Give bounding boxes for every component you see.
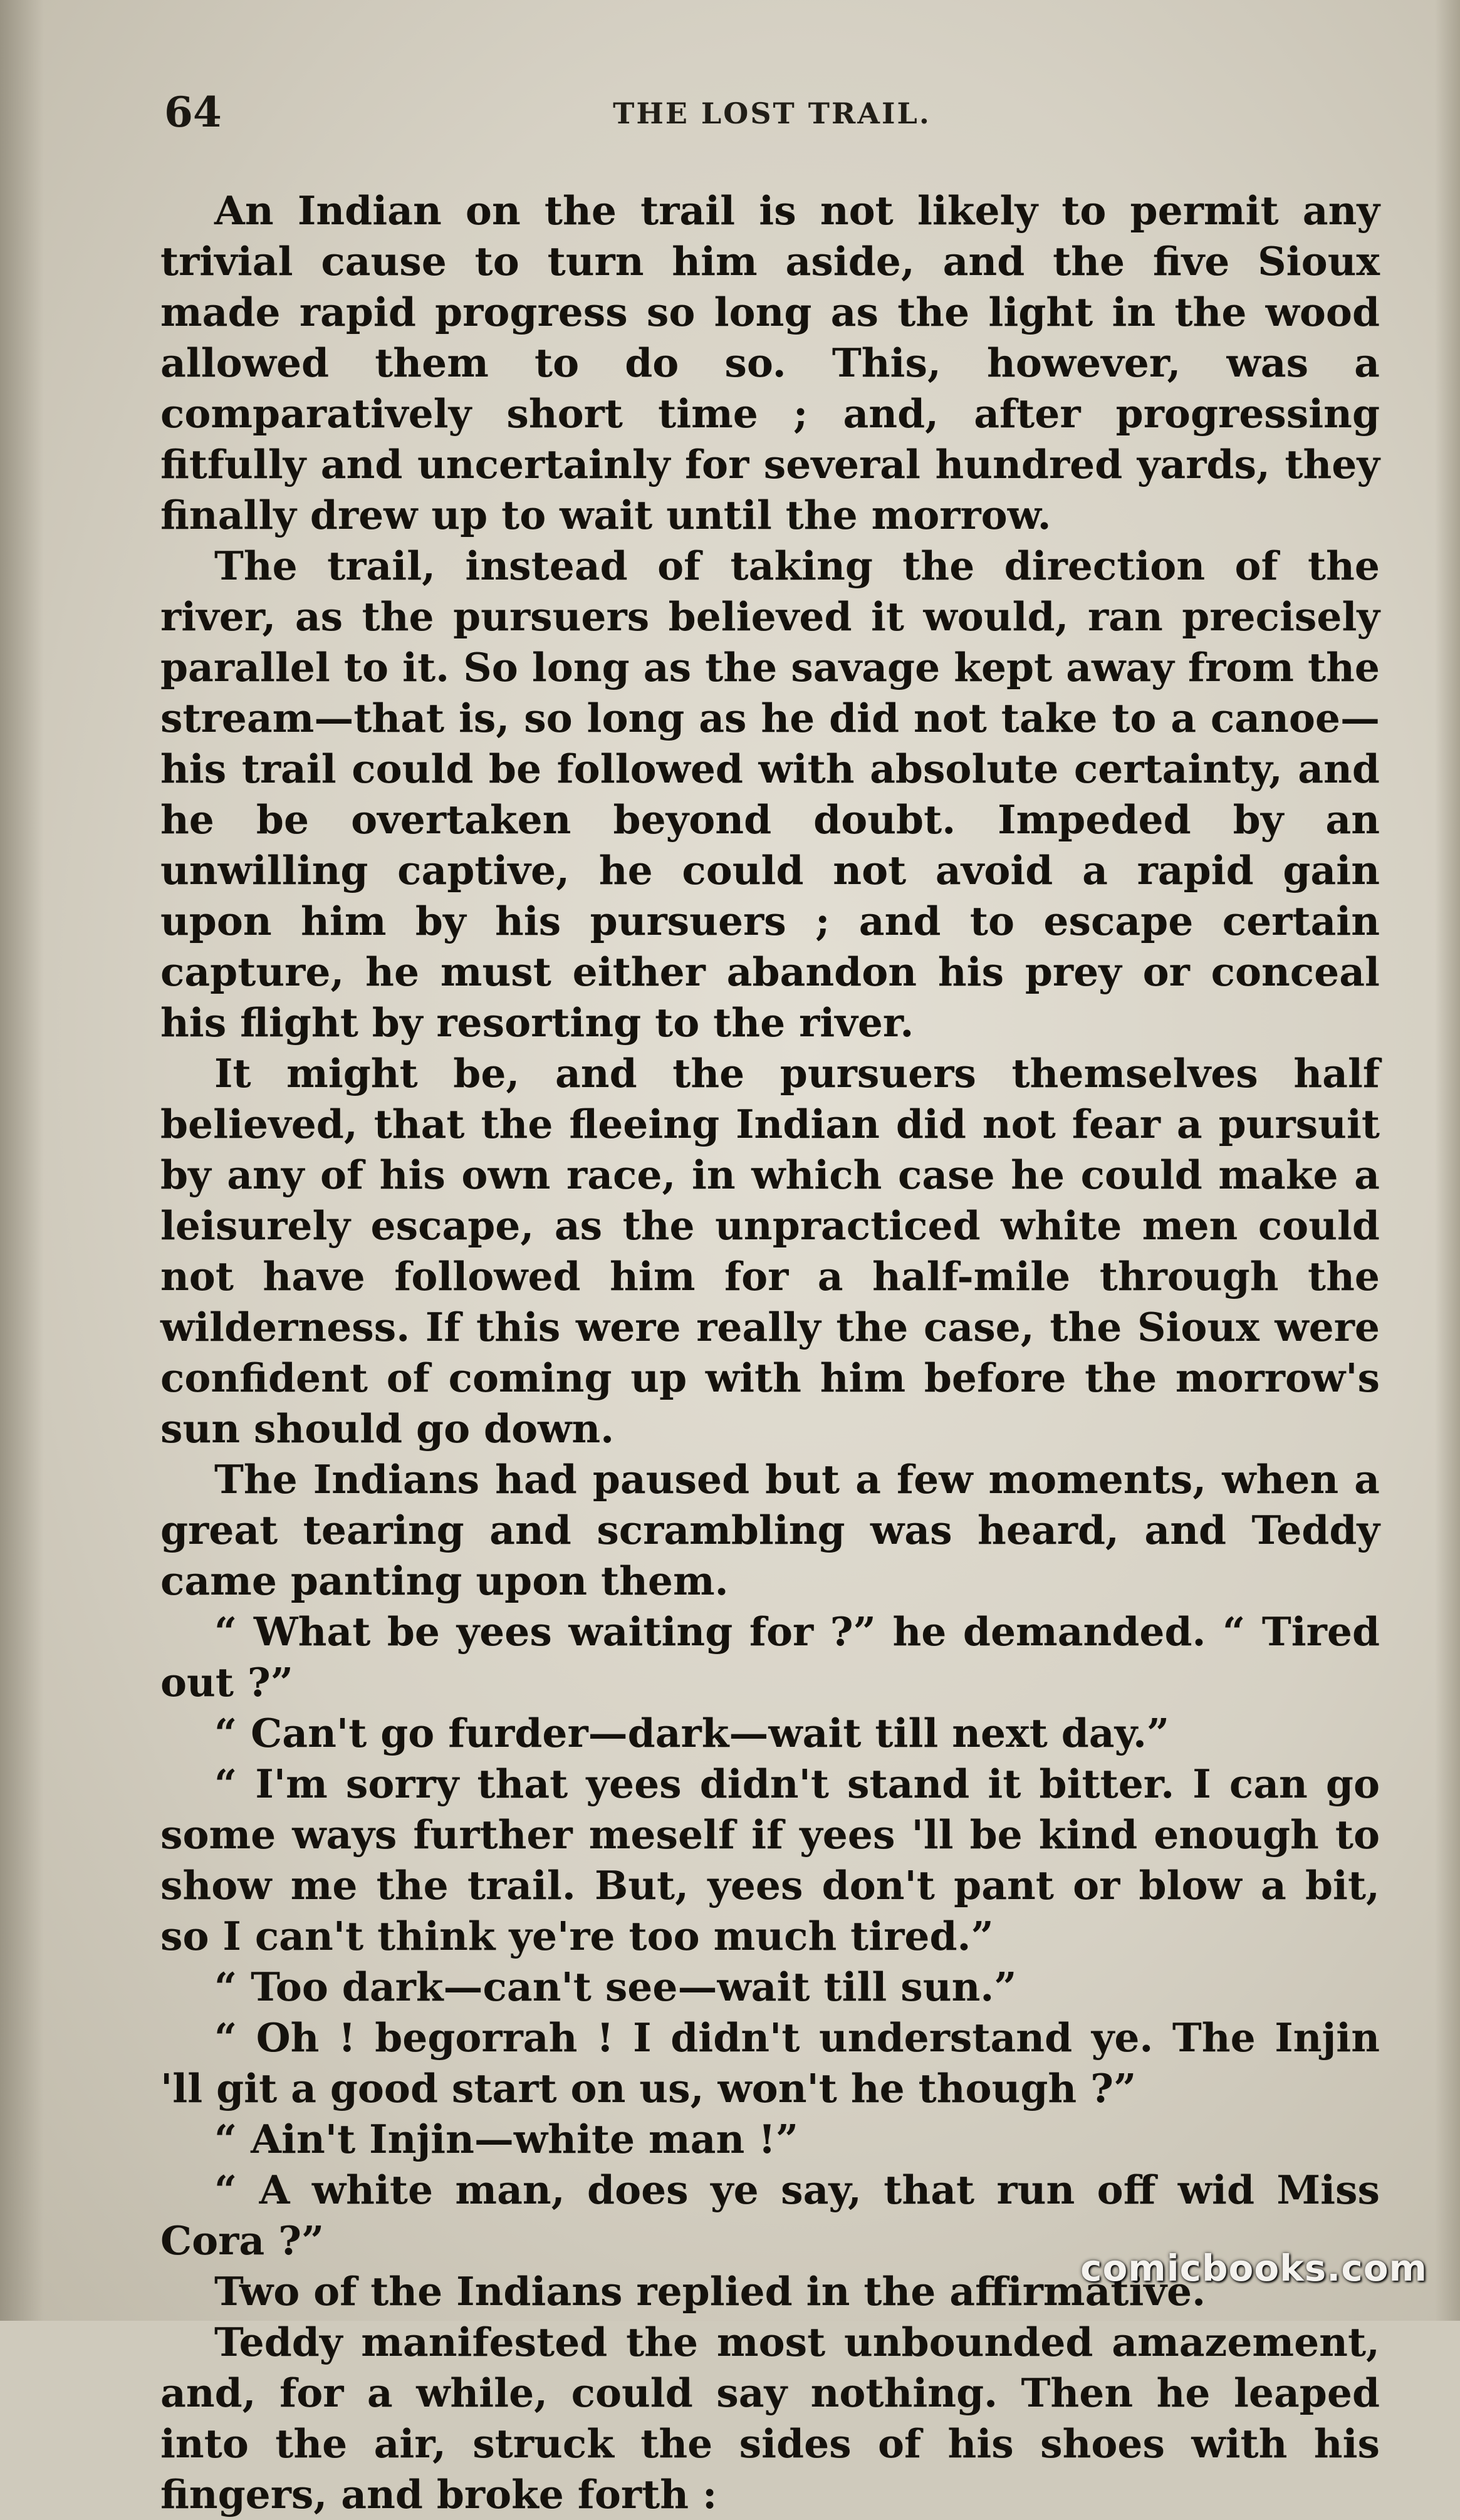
paragraph: The trail, instead of taking the direction of the river, as the pursuers believed it would, ran precisely parallel to it. So long as the savage kept away from the stream—that is, so long as he did not take to a canoe—his trail could be followed with absolute certainty, and he be overtaken beyond doubt. Impeded by an unwilling captive, he could not avoid a rapid gain upon him by his pursuers ; and to escape certain capture, he must either abandon his prey or conceal his flight by resorting to the river. bbox=[160, 543, 1380, 1046]
paragraph: “ I'm sorry that yees didn't stand it bitter. I can go some ways further meself if yees 'll be kind enough to show me the trail. But, yees don't pant or blow a bit, so I can't think ye're too much tired.” bbox=[160, 1761, 1380, 1959]
paragraph: “ Oh ! begorrah ! I didn't understand ye. The Injin 'll git a good start on us, won't he though ?” bbox=[160, 2014, 1380, 2111]
paragraph: An Indian on the trail is not likely to permit any trivial cause to turn him aside, and the five Sioux made rapid progress so long as the light in the wood allowed them to do so. This, however, was a comparatively short time ; and, after progressing fitfully and uncertainly for several hundred yards, they finally drew up to wait until the morrow. bbox=[160, 187, 1380, 538]
paragraph: Two of the Indians replied in the affirmative. bbox=[214, 2268, 1206, 2314]
running-title: THE LOST TRAIL. bbox=[613, 96, 931, 130]
running-head bbox=[164, 88, 1380, 144]
page-number: 64 bbox=[164, 88, 222, 137]
paragraph: The Indians had paused but a few moments, when a great tearing and scrambling was heard, and Teddy came panting upon them. bbox=[160, 1456, 1380, 1604]
watermark: comicbooks.com bbox=[1080, 2247, 1427, 2289]
paragraph: “ A white man, does ye say, that run off wid Miss Cora ?” bbox=[160, 2167, 1380, 2264]
paragraph: “ What be yees waiting for ?” he demanded. “ Tired out ?” bbox=[160, 1608, 1380, 1705]
paragraph: “ Too dark—can't see—wait till sun.” bbox=[214, 1964, 1017, 2010]
paragraph: “ Can't go furder—dark—wait till next day.” bbox=[214, 1710, 1170, 1756]
paragraph: “ Ain't Injin—white man !” bbox=[214, 2116, 799, 2162]
body-text bbox=[160, 185, 1380, 2520]
paragraph: It might be, and the pursuers themselves half believed, that the fleeing Indian did not fear a pursuit by any of his own race, in which case he could make a leisurely escape, as the unpracticed white men could not have followed him for a half-mile through the wilderness. If this were really the case, the Sioux were confident of coming up with him before the morrow's sun should go down. bbox=[160, 1050, 1380, 1452]
paragraph: Teddy manifested the most unbounded amazement, and, for a while, could say nothing. Then he leaped into the air, struck the sides of his shoes with his fingers, and broke forth : bbox=[160, 2319, 1380, 2517]
